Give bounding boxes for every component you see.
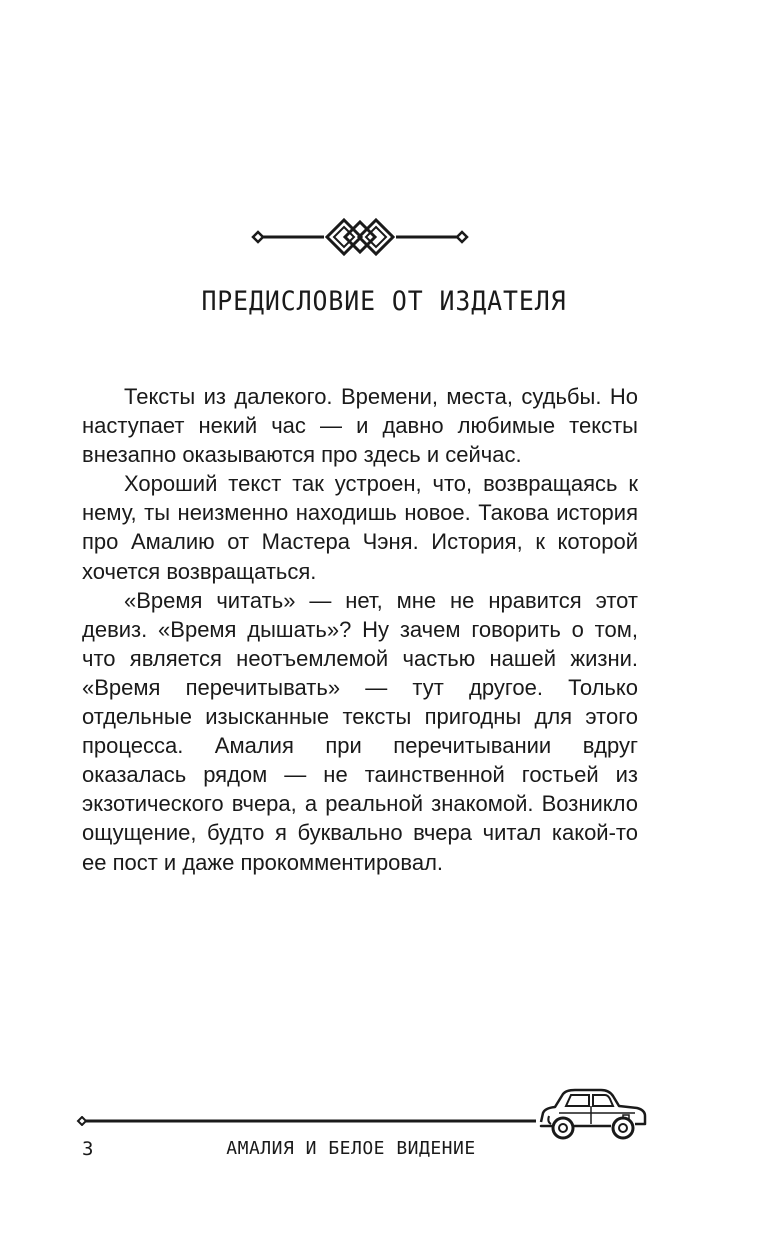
footer-rule xyxy=(76,1116,536,1126)
body-text xyxy=(82,382,638,877)
page-number: 3 xyxy=(82,1138,94,1160)
paragraph: Хороший текст так устроен, что, возвращаясь к нему, ты неизменно находишь новое. Такова история про Амалию от Мастера Чэня. История, к которой хочется возвращаться. xyxy=(82,471,638,584)
paragraph: «Время читать» — нет, мне не нравится этот девиз. «Время дышать»? Ну зачем говорить о том, что является неотъемлемой частью нашей жизни. «Время перечитывать» — тут другое. Только отдельные изысканные тексты пригодны для этого процесса. Амалия при перечитывании вдруг оказалась рядом — не таинственной гостьей из экзотического вчера, а реальной знакомой. Возникло ощущение, будто я буквально вчера читал какой-то ее пост и даже прокомментировал. xyxy=(82,587,638,875)
header-ornament-icon xyxy=(246,214,474,260)
chapter-title: ПРЕДИСЛОВИЕ ОТ ИЗДАТЕЛЯ xyxy=(201,286,567,317)
running-title: АМАЛИЯ И БЕЛОЕ ВИДЕНИЕ xyxy=(226,1138,476,1159)
paragraph: Тексты из далекого. Времени, места, судьбы. Но наступает некий час — и давно любимые тексты внезапно оказываются про здесь и сейчас. xyxy=(82,384,638,468)
vintage-car-icon xyxy=(535,1086,651,1144)
